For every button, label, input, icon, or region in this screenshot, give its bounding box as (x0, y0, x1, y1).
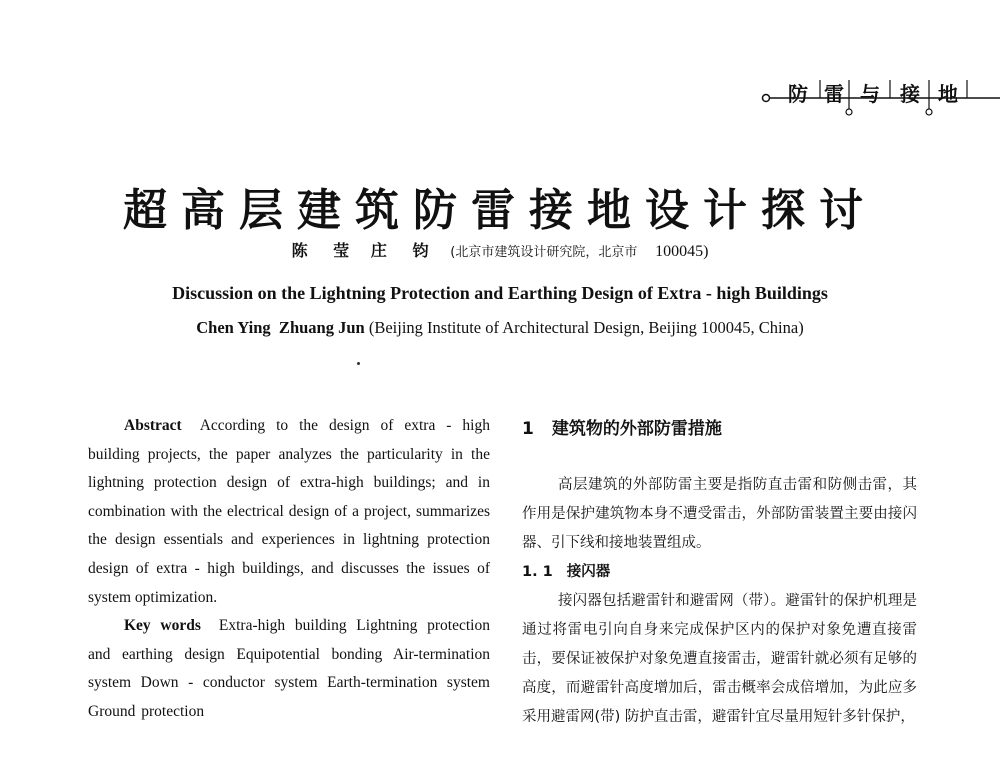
abstract-label: Abstract (124, 417, 182, 434)
column-tag-char: 接 (900, 84, 920, 106)
section-paragraph: 高层建筑的外部防雷主要是指防直击雷和防侧击雷，其作用是保护建筑物本身不遭受雷击，外部防雷装置主要由接闪器、引下线和接地装置组成。 (522, 477, 917, 551)
column-tag-char: 雷 (824, 84, 844, 106)
column-tag-char: 与 (860, 84, 880, 106)
subsection-number: 1. 1 (522, 564, 553, 580)
author-name: 陈 莹 (291, 241, 360, 260)
column-tag (760, 76, 1000, 116)
column-tag-char: 防 (788, 84, 808, 106)
author-affiliation-english: (Beijing Institute of Architectural Design, Beijing 100045, China) (368, 318, 804, 337)
keywords-paragraph (88, 612, 490, 726)
title-chinese: 超高层建筑防雷接地设计探讨 (123, 185, 877, 236)
title-english: Discussion on the Lightning Protection and Earthing Design of Extra - high Buildings (172, 283, 828, 303)
author-name: 庄 钧 (370, 241, 439, 260)
section-paragraph: 接闪器包括避雷针和避雷网（带）。避雷针的保护机理是通过将雷电引向自身来完成保护区内的保护对象免遭直接雷击，要保证被保护对象免遭直接雷击，避雷针就必须有足够的高度，而避雷针高度增加后，雷击概率会成倍增加，为此应多采用避雷网(带) 防护直击雷，避雷针宜尽量用短针多针保护， (522, 593, 917, 725)
section-title: 建筑物的外部防雷措施 (551, 419, 722, 439)
authors-english (0, 318, 1000, 338)
section-heading (522, 414, 722, 439)
keywords-label: Key words (124, 617, 201, 635)
section-number: 1 (522, 419, 534, 439)
abstract-text: According to the design of extra - high building projects, the paper analyzes the particularity in the lightning protection design of extra-high buildings; and in combination with the electrical design of a project, summarizes the design essentials and experiences in lightning protection design of extra - high buildings, and discusses the issues of system optimization. (88, 417, 490, 606)
authors-chinese (0, 238, 1000, 261)
column-tag-char: 地 (938, 84, 958, 106)
subsection-title: 接闪器 (566, 564, 611, 580)
author-zip: 100045) (655, 243, 709, 260)
abstract-paragraph (88, 412, 490, 612)
author-names-english: Chen Ying Zhuang Jun (196, 318, 365, 337)
abstract-column (88, 412, 490, 727)
section-body (522, 471, 917, 732)
keywords-text: Extra-high building Lightning protection and earthing design Equipotential bonding Air-termination system Down - conductor system Earth-termination system Ground protection (88, 617, 490, 720)
subsection-heading (522, 558, 917, 587)
author-affiliation: (北京市建筑设计研究院，北京市 (450, 245, 638, 260)
speck (357, 362, 360, 365)
